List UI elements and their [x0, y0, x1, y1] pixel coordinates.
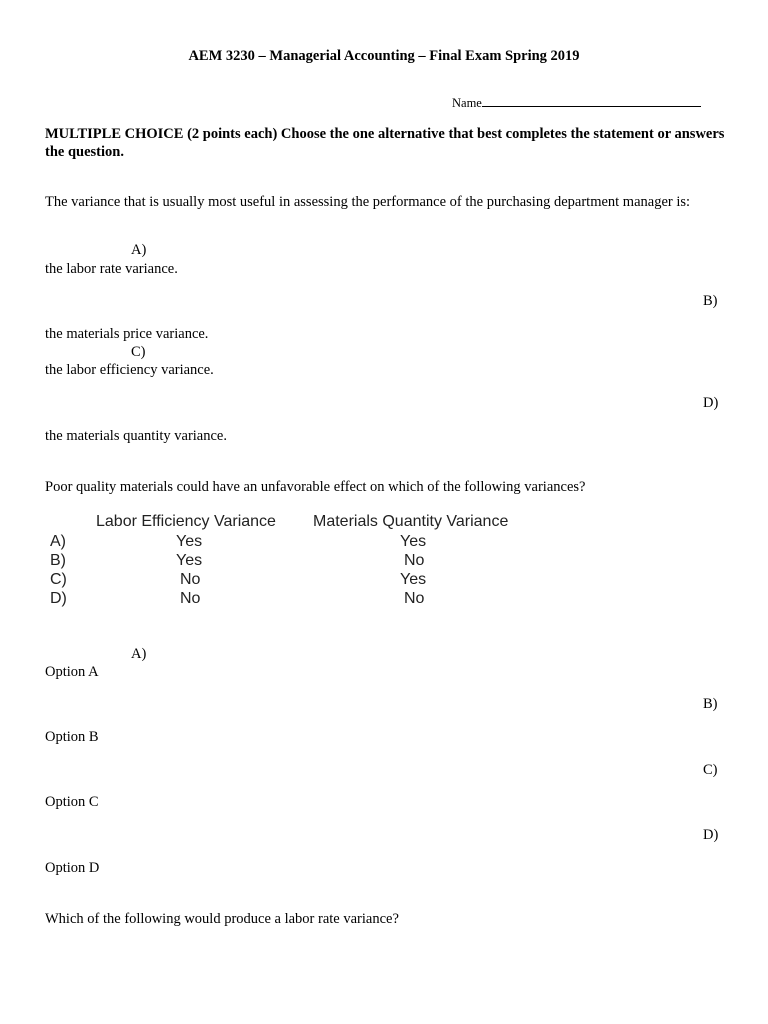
q1-letter-d: D) [703, 395, 719, 411]
q2-option-a[interactable]: Option A [45, 664, 99, 680]
table-cell-labor: Yes [176, 552, 203, 569]
table-row-label: D) [50, 590, 67, 607]
table-header-materials: Materials Quantity Variance [313, 513, 509, 530]
question-2-text: Poor quality materials could have an unfavorable effect on which of the following variances? [45, 479, 586, 495]
q1-option-b[interactable]: the materials price variance. [45, 326, 209, 342]
variance-table [47, 511, 527, 613]
q2-letter-d: D) [703, 827, 719, 843]
question-3-text: Which of the following would produce a labor rate variance? [45, 911, 399, 927]
q2-option-b[interactable]: Option B [45, 729, 99, 745]
q1-letter-c: C) [131, 344, 146, 360]
q1-option-c[interactable]: the labor efficiency variance. [45, 362, 214, 378]
table-header-labor: Labor Efficiency Variance [96, 513, 276, 530]
table-row-label: B) [50, 552, 66, 569]
table-cell-materials: Yes [400, 533, 427, 550]
q2-letter-b: B) [703, 696, 718, 712]
table-row-label: C) [50, 571, 67, 588]
q2-letter-c: C) [703, 762, 718, 778]
table-cell-labor: Yes [176, 533, 203, 550]
exam-title: AEM 3230 – Managerial Accounting – Final Exam Spring 2019 [188, 48, 580, 64]
table-cell-materials: Yes [400, 571, 427, 588]
q1-option-d[interactable]: the materials quantity variance. [45, 428, 227, 444]
table-cell-labor: No [180, 590, 201, 607]
name-blank-line [482, 106, 701, 107]
table-cell-materials: No [404, 552, 425, 569]
q1-letter-b: B) [703, 293, 718, 309]
question-1-text: The variance that is usually most useful in assessing the performance of the purchasing department manager is: [45, 194, 691, 210]
q2-letter-a: A) [131, 646, 147, 662]
table-row-label: A) [50, 533, 66, 550]
table-cell-labor: No [180, 571, 201, 588]
instructions: MULTIPLE CHOICE (2 points each) Choose the one alternative that best completes the statement or answers the question. [45, 126, 725, 160]
q2-option-d[interactable]: Option D [45, 860, 100, 876]
q1-option-a[interactable]: the labor rate variance. [45, 261, 178, 277]
q2-option-c[interactable]: Option C [45, 794, 99, 810]
q1-letter-a: A) [131, 242, 147, 258]
table-cell-materials: No [404, 590, 425, 607]
name-label: Name [452, 96, 482, 110]
